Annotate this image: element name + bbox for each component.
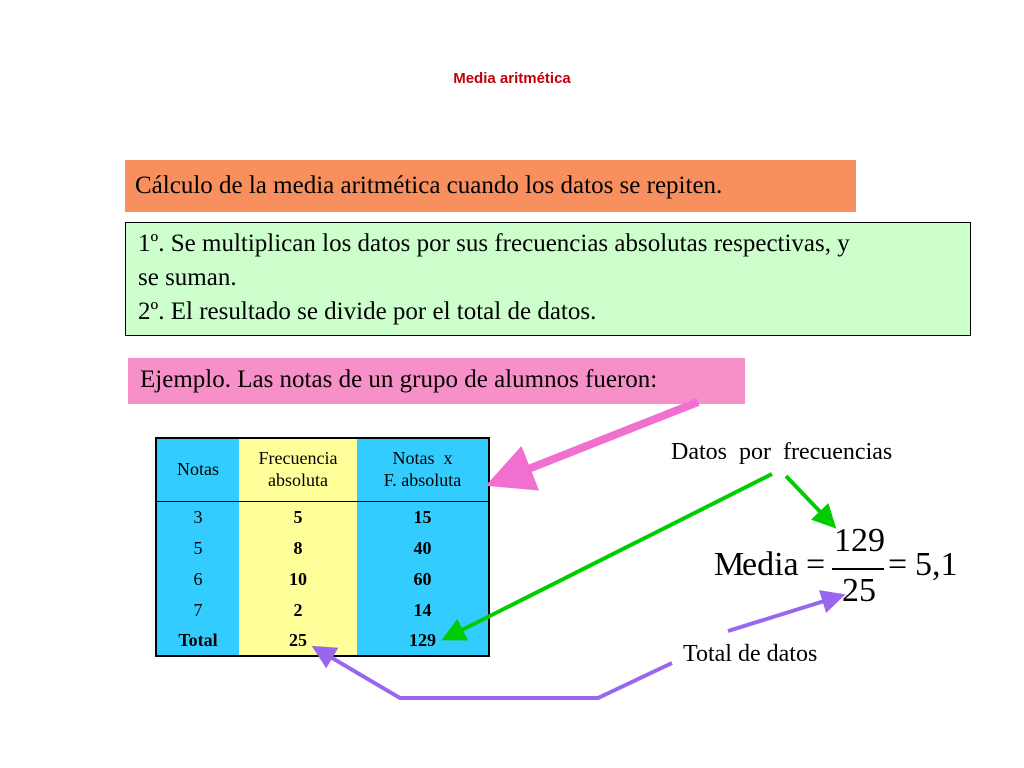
datos-por-frecuencias-label: Datos por frecuencias [671,439,893,465]
total-de-datos-label: Total de datos [683,641,818,667]
step-line-2: se suman. [138,264,237,291]
violet-arrow-to-denominator [728,598,834,631]
formula-lhs-rest: edia [742,546,799,583]
cell-nota: 5 [156,533,239,564]
cell-producto: 15 [357,502,489,534]
violet-arrow-to-total [322,652,672,698]
cell-producto: 14 [357,595,489,626]
green-arrow-to-numerator [786,476,828,520]
formula-equals-1: = [806,546,826,583]
example-text: Ejemplo. Las notas de un grupo de alumnos fueron: [140,366,658,393]
header-producto-line2: F. absoluta [383,470,462,491]
pink-arrow [508,402,698,477]
title-text: Cálculo de la media aritmética cuando los datos se repiten. [135,172,723,199]
cell-frecuencia: 10 [239,564,357,595]
cell-producto: 40 [357,533,489,564]
header-frecuencia-line1: Frecuencia [258,448,338,469]
cell-total-producto: 129 [357,626,489,656]
formula-equals-2: = [888,546,908,583]
formula-denominator: 25 [842,572,876,609]
cell-total-frecuencia: 25 [239,626,357,656]
cell-producto: 60 [357,564,489,595]
green-arrow-to-table [452,474,772,635]
cell-nota: 6 [156,564,239,595]
cell-nota: 3 [156,502,239,534]
formula-lhs-m: M [714,546,745,583]
formula-result: 5,1 [915,546,958,583]
cell-total-label: Total [156,626,239,656]
step-line-1: 1º. Se multiplican los datos por sus frecuencias absolutas respectivas, y [138,230,850,257]
header-producto-line1: Notas x [392,448,453,469]
cell-frecuencia: 2 [239,595,357,626]
cell-frecuencia: 5 [239,502,357,534]
page-header: Media aritmética [453,70,571,87]
cell-nota: 7 [156,595,239,626]
header-frecuencia-line2: absoluta [268,470,328,491]
header-notas: Notas [156,438,239,502]
step-line-3: 2º. El resultado se divide por el total de datos. [138,298,597,325]
cell-frecuencia: 8 [239,533,357,564]
formula-numerator: 129 [834,522,885,559]
